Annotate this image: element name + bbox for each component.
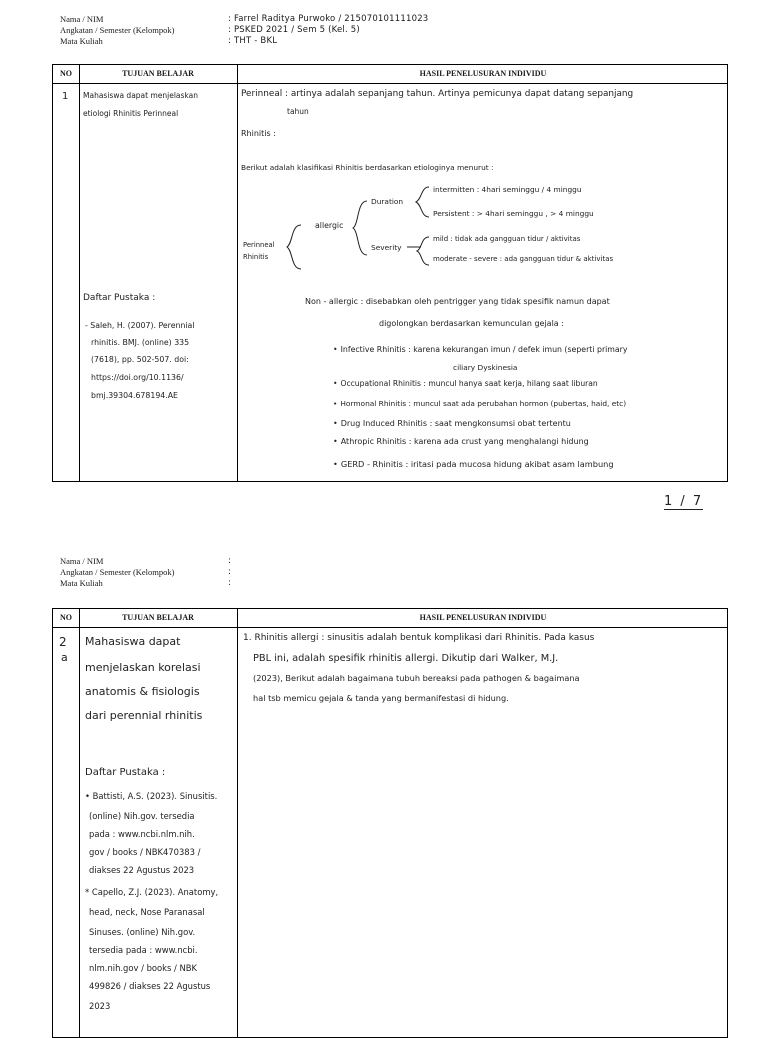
header-no: NO	[60, 69, 72, 78]
klasifikasi-line: Berikut adalah klasifikasi Rhinitis berdasarkan etiologinya menurut :	[241, 163, 494, 172]
reference-line: (online) Nih.gov. tersedia	[89, 811, 195, 821]
reference-line: https://doi.org/10.1136/	[91, 373, 184, 382]
tree-root-line-2: Rhinitis	[243, 253, 269, 261]
tree-allergic: allergic	[315, 221, 344, 230]
bullet-infective-cont: ciliary Dyskinesia	[453, 363, 518, 372]
reference-line: nlm.nih.gov / books / NBK	[89, 963, 198, 973]
daftar-pustaka-title: Daftar Pustaka :	[83, 293, 156, 303]
label-matkul: Mata Kuliah	[60, 578, 103, 588]
tree-moderate-severe: moderate - severe : ada gangguan tidur & aktivitas	[433, 255, 614, 263]
reference-line: bmj.39304.678194.AE	[91, 391, 178, 400]
hasil-line-3: (2023), Berikut adalah bagaimana tubuh bereaksi pada pathogen & bagaimana	[253, 673, 580, 683]
tujuan-line-1: Mahasiswa dapat menjelaskan	[83, 91, 198, 100]
bullet-infective: • Infective Rhinitis : karena kekurangan imun / defek imun (seperti primary	[333, 345, 628, 354]
value-angkatan: : PSKED 2021 / Sem 5 (Kel. 5)	[228, 25, 360, 35]
brace-root-icon	[283, 223, 303, 271]
header-tujuan: TUJUAN BELAJAR	[122, 69, 194, 78]
bullet-gerd: • GERD - Rhinitis : iritasi pada mucosa hidung akibat asam lambung	[333, 459, 614, 469]
value-matkul: :	[228, 578, 232, 588]
reference-line: diakses 22 Agustus 2023	[89, 865, 195, 875]
reference-line: 499826 / diakses 22 Agustus	[89, 981, 211, 991]
label-angkatan: Angkatan / Semester (Kelompok)	[60, 25, 175, 35]
brace-allergic-icon	[349, 199, 369, 257]
bullet-drug-induced: • Drug Induced Rhinitis : saat mengkonsumsi obat tertentu	[333, 419, 571, 428]
tujuan-line-1: Mahasiswa dapat	[85, 635, 181, 648]
page-2	[0, 552, 768, 1024]
reference-line: (7618), pp. 502-507. doi:	[91, 355, 189, 364]
tree-persistent: Persistent : > 4hari seminggu , > 4 minggu	[433, 209, 594, 218]
header-hasil: HASIL PENELUSURAN INDIVIDU	[419, 613, 547, 622]
hasil-line-2: tahun	[287, 107, 309, 116]
row-number-suffix: a	[61, 651, 68, 664]
reference-line: • Battisti, A.S. (2023). Sinusitis.	[85, 791, 218, 801]
reference-line: gov / books / NBK470383 /	[89, 847, 201, 857]
label-angkatan: Angkatan / Semester (Kelompok)	[60, 567, 175, 577]
learning-table	[52, 64, 728, 482]
tree-duration: Duration	[371, 197, 404, 206]
bullet-hormonal: • Hormonal Rhinitis : muncul saat ada perubahan hormon (pubertas, haid, etc)	[333, 399, 626, 408]
tree-intermitten: intermitten : 4hari seminggu / 4 minggu	[433, 185, 582, 194]
hasil-line-1: Perinneal : artinya adalah sepanjang tahun. Artinya pemicunya dapat datang sepanjang	[241, 89, 634, 99]
header-hasil: HASIL PENELUSURAN INDIVIDU	[419, 69, 547, 78]
tree-root-line-1: Perinneal	[243, 241, 275, 249]
tujuan-line-2: etiologi Rhinitis Perinneal	[83, 109, 179, 118]
label-nama: Nama / NIM	[60, 14, 104, 24]
tujuan-line-4: dari perennial rhinitis	[85, 709, 203, 722]
tree-severity: Severity	[371, 243, 402, 252]
hasil-line-1: 1. Rhinitis allergi : sinusitis adalah bentuk komplikasi dari Rhinitis. Pada kasus	[243, 633, 595, 643]
reference-line: head, neck, Nose Paranasal	[89, 907, 205, 917]
reference-line: Sinuses. (online) Nih.gov.	[89, 927, 196, 937]
row-number: 2	[59, 635, 67, 649]
learning-table	[52, 608, 728, 1038]
reference-line: tersedia pada : www.ncbi.	[89, 945, 198, 955]
nonallergic-line-1: Non - allergic : disebabkan oleh pentrigger yang tidak spesifik namun dapat	[305, 297, 610, 306]
value-nama: :	[228, 556, 232, 566]
row-number: 1	[62, 91, 69, 102]
bullet-athropic: • Athropic Rhinitis : karena ada crust yang menghalangi hidung	[333, 437, 589, 446]
reference-line: - Saleh, H. (2007). Perennial	[85, 321, 195, 330]
value-nama: : Farrel Raditya Purwoko / 215070101111023	[228, 14, 429, 24]
page-number: 1 / 7	[664, 494, 704, 509]
rhinitis-heading: Rhinitis :	[241, 129, 276, 138]
nonallergic-line-2: digolongkan berdasarkan kemunculan gejala :	[379, 319, 564, 328]
reference-line: pada : www.ncbi.nlm.nih.	[89, 829, 195, 839]
tree-mild: mild : tidak ada gangguan tidur / aktivitas	[433, 235, 581, 243]
value-angkatan: :	[228, 567, 232, 577]
reference-line: * Capello, Z.J. (2023). Anatomy,	[85, 887, 219, 897]
tujuan-line-3: anatomis & fisiologis	[85, 685, 200, 698]
tujuan-line-2: menjelaskan korelasi	[85, 661, 201, 674]
label-matkul: Mata Kuliah	[60, 36, 103, 46]
header-block	[60, 556, 720, 592]
header-block	[60, 14, 720, 50]
header-no: NO	[60, 613, 72, 622]
brace-duration-icon	[413, 185, 431, 219]
label-nama: Nama / NIM	[60, 556, 104, 566]
header-tujuan: TUJUAN BELAJAR	[122, 613, 194, 622]
bullet-occupational: • Occupational Rhinitis : muncul hanya saat kerja, hilang saat liburan	[333, 379, 598, 388]
hasil-line-2: PBL ini, adalah spesifik rhinitis allergi. Dikutip dari Walker, M.J.	[253, 653, 559, 664]
hasil-line-4: hal tsb memicu gejala & tanda yang bermanifestasi di hidung.	[253, 693, 509, 703]
reference-line: rhinitis. BMJ. (online) 335	[91, 338, 190, 347]
brace-severity-icon	[407, 235, 431, 267]
value-matkul: : THT - BKL	[228, 36, 278, 46]
daftar-pustaka-title: Daftar Pustaka :	[85, 767, 166, 778]
reference-line: 2023	[89, 1001, 111, 1011]
